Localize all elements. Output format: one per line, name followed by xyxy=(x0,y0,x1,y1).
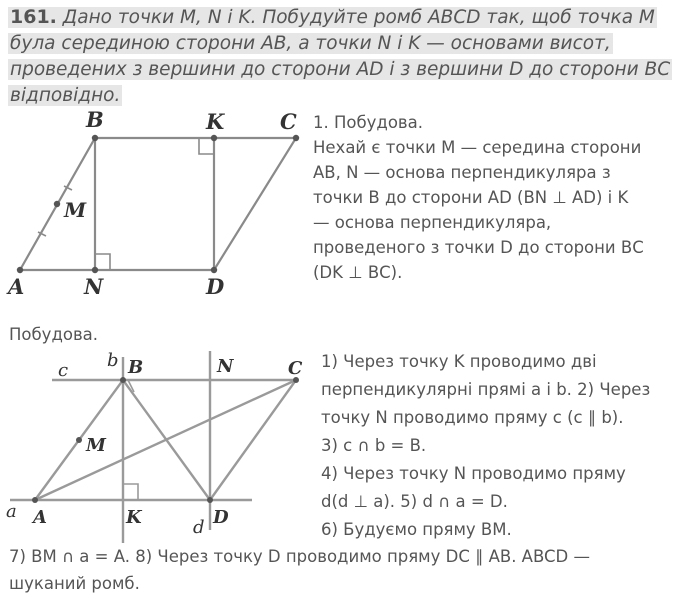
step-line: точку N проводимо пряму с (c ∥ b). xyxy=(321,408,624,427)
label-a-line: a xyxy=(6,501,17,522)
part1-text xyxy=(313,110,644,285)
point-m xyxy=(76,437,82,443)
label-a: A xyxy=(8,274,25,299)
point-d xyxy=(207,497,213,503)
step-line: 3) c ∩ b = B. xyxy=(321,436,427,455)
label-b: B xyxy=(86,107,104,132)
label-k: K xyxy=(126,507,142,528)
segment-dc xyxy=(210,380,296,500)
label-c-line: c xyxy=(58,360,69,381)
figure-1-svg xyxy=(0,100,310,300)
part1-line: проведеного з точки D до сторони ВС xyxy=(313,238,644,257)
part1-line: Нехай є точки М — середина сторони xyxy=(313,138,642,157)
part1-line: (DK ⊥ ВС). xyxy=(313,263,403,282)
problem-statement xyxy=(8,4,688,109)
label-c: C xyxy=(288,358,303,379)
construction-heading: Побудова. xyxy=(9,325,99,344)
right-angle-k xyxy=(199,138,214,154)
step-line: 1) Через точку K проводимо дві xyxy=(321,352,597,371)
figure-2-svg xyxy=(0,345,320,545)
label-b: B xyxy=(128,357,144,378)
right-angle-k xyxy=(123,484,138,500)
label-k: K xyxy=(206,109,225,134)
step-line: 4) Через точку N проводимо пряму xyxy=(321,464,626,483)
label-a: A xyxy=(33,507,47,528)
point-d xyxy=(211,267,217,273)
point-m xyxy=(54,201,60,207)
part1-line: АВ, N — основа перпендикуляра з xyxy=(313,163,611,182)
label-d: D xyxy=(213,507,229,528)
part1-line: точки В до сторони AD (BN ⊥ AD) і K xyxy=(313,188,629,207)
label-n: N xyxy=(217,356,234,377)
rhombus-abcd xyxy=(20,138,296,270)
label-m: M xyxy=(86,435,106,456)
conclusion-line: шуканий ромб. xyxy=(9,574,140,593)
point-n xyxy=(92,267,98,273)
part1-line: — основа перпендикуляра, xyxy=(313,213,552,232)
conclusion-line: 7) BM ∩ a = A. 8) Через точку D проводимо пряму DC ∥ АВ. ABCD — xyxy=(9,547,590,566)
problem-text: Дано точки M, N і K. Побудуйте ромб ABCD так, щоб точка M була серединою сторони AB, а точки N і K — основами висот, проведених з вершини до сторони AD і з вершини D до сторони BC відповідно. xyxy=(10,7,671,106)
point-a xyxy=(17,267,23,273)
steps-text xyxy=(321,348,650,544)
figure-1 xyxy=(0,100,310,300)
step-line: d(d ⊥ a). 5) d ∩ a = D. xyxy=(321,492,508,511)
part1-heading: 1. Побудова. xyxy=(313,113,424,132)
point-c xyxy=(293,135,299,141)
point-k xyxy=(211,135,217,141)
segment-ac xyxy=(35,380,296,500)
point-b xyxy=(92,135,98,141)
conclusion-text xyxy=(9,543,590,597)
label-n: N xyxy=(84,274,104,299)
step-line: перпендикулярні прямі a і b. 2) Через xyxy=(321,380,651,399)
figure-2 xyxy=(0,345,320,545)
label-c: C xyxy=(280,109,297,134)
right-angle-n xyxy=(95,254,110,270)
step-line: 6) Будуємо пряму BM. xyxy=(321,520,512,539)
problem-number: 161. xyxy=(10,6,57,28)
label-m: M xyxy=(64,198,87,222)
problem-highlight xyxy=(8,7,672,106)
label-b-line: b xyxy=(107,350,119,371)
point-b xyxy=(120,377,126,383)
label-d-line: d xyxy=(193,517,205,538)
label-d: D xyxy=(206,274,225,299)
point-a xyxy=(32,497,38,503)
